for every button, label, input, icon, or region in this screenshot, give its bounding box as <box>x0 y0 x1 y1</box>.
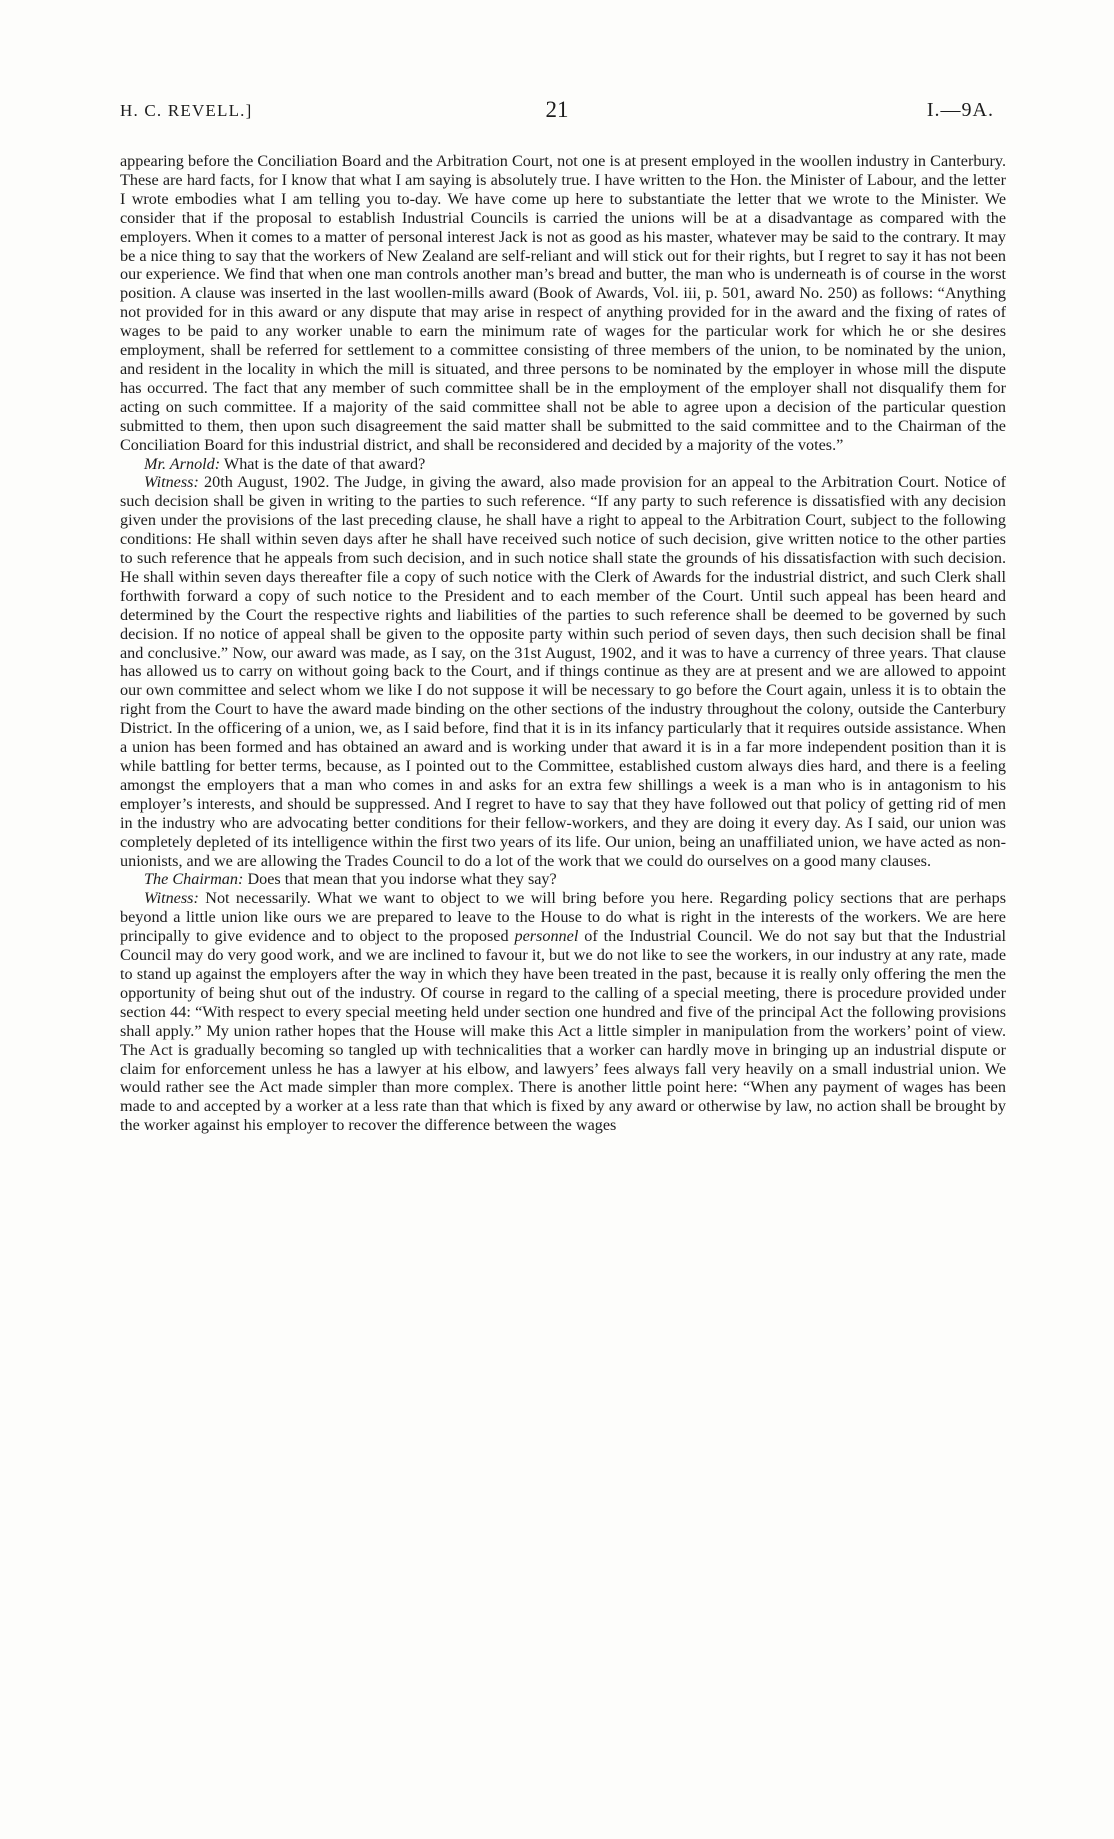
header-paper-reference: I.—9A. <box>926 99 994 121</box>
page-number: 21 <box>545 97 569 122</box>
speaker-arnold: Mr. Arnold: <box>144 454 221 473</box>
body-text <box>120 152 1006 1135</box>
paragraph-5 <box>120 889 1006 1135</box>
speaker-chairman: The Chairman: <box>144 870 244 889</box>
running-header <box>120 97 994 137</box>
speaker-witness: Witness: <box>144 473 199 492</box>
paragraph-1: appearing before the Conciliation Board and the Arbitration Court, not one is at present employed in the woollen industry in Canterbury. These are hard facts, for I know that what I am saying is absolutely true. I have written to the Hon. the Minister of Labour, and the letter I wrote embodies what I am telling you to-day. We have come up here to substantiate the letter that we wrote to the Minister. We consider that if the proposal to establish Industrial Councils is carried the unions will be at a disadvantage as compared with the employers. When it comes to a matter of personal interest Jack is not as good as his master, whatever may be said to the contrary. It may be a nice thing to say that the workers of New Zealand are self-reliant and will stick out for their rights, but I regret to say it has not been our experience. We find that when one man controls another man’s bread and butter, the man who is underneath is of course in the worst position. A clause was inserted in the last woollen-mills award (Book of Awards, Vol. iii, p. 501, award No. 250) as follows: “Anything not provided for in this award or any dispute that may arise in respect of anything provided for in the award and the fixing of rates of wages to be paid to any worker unable to earn the minimum rate of wages for the particular work for which he or she desires employment, shall be referred for settlement to a committee consisting of three members of the union, to be nominated by the union, and resident in the locality in which the mill is situated, and three persons to be nominated by the employer in whose mill the dispute has occurred. The fact that any member of such committee shall be in the employment of the employer shall not disqualify them for acting on such committee. If a majority of the said committee shall not be able to agree upon a decision of the particular question submitted to them, then upon such disagreement the said matter shall be submitted to the said committee and to the Chairman of the Conciliation Board for this industrial district, and shall be reconsidered and decided by a majority of the votes.” <box>120 152 1006 454</box>
speaker-witness-2: Witness: <box>144 889 199 908</box>
header-witness-name: H. C. REVELL.] <box>120 101 253 120</box>
paragraph-3 <box>120 473 1006 870</box>
paragraph-3-text: 20th August, 1902. The Judge, in giving the award, also made provision for an appeal to the Arbitration Court. Notice of such decision shall be given in writing to the parties to such reference. “If any party to such reference is dissatisfied with any decision given under the provisions of the last preceding clause, he shall have a right to appeal to the Arbitration Court, subject to the following conditions: He shall within seven days after he shall have received such notice of such decision, give written notice to the other parties to such reference that he appeals from such decision, and in such notice shall state the grounds of his dissatisfaction with such decision. He shall within seven days thereafter file a copy of such notice with the Clerk of Awards for the industrial district, and such Clerk shall forthwith forward a copy of such notice to the President and to each member of the Court. Until such appeal has been heard and determined by the Court the respective rights and liabilities of the parties to such reference shall be deemed to be governed by such decision. If no notice of appeal shall be given to the opposite party within such period of seven days, then such decision shall be final and conclusive.” Now, our award was made, as I say, on the 31st August, 1902, and it was to have a currency of three years. That clause has allowed us to carry on without going back to the Court, and if things continue as they are at present and we are allowed to appoint our own committee and select whom we like I do not suppose it will be necessary to go before the Court again, unless it is to obtain the right from the Court to have the award made binding on the other sections of the industry throughout the colony, outside the Canterbury District. In the officering of a union, we, as I said before, find that it is in its infancy particularly that it requires outside assistance. When a union has been formed and has obtained an award and is working under that award it is in a far more independent position than it is while battling for better terms, because, as I pointed out to the Committee, established custom always dies hard, and there is a feeling amongst the employers that a man who comes in and asks for an extra few shillings a week is a man who is in antagonism to his employer’s interests, and should be suppressed. And I regret to have to say that they have followed out that policy of getting rid of men in the industry who are advocating better conditions for their fellow-workers, and they are doing it every day. As I said, our union was completely depleted of its intelligence within the first two years of its life. Our union, being an unaffiliated union, we have acted as non-unionists, and we are allowing the Trades Council to do a lot of the work that we could do ourselves on a good many clauses. <box>120 473 1006 870</box>
paragraph-5-italic: personnel <box>514 927 579 946</box>
paragraph-5-text-b: of the Industrial Council. We do not say but that the Industrial Council may do very good work, and we are inclined to favour it, but we do not like to see the workers, in our industry at any rate, made to stand up against the employers after the way in which they have been treated in the past, because it is really only offering the men the opportunity of being shut out of the industry. Of course in regard to the calling of a special meeting, there is procedure provided under section 44: “With respect to every special meeting held under section one hundred and five of the principal Act the following provisions shall apply.” My union rather hopes that the House will make this Act a little simpler in manipulation from the workers’ point of view. The Act is gradually becoming so tangled up with technicalities that a worker can hardly move in bringing up an industrial dispute or claim for enforcement unless he has a lawyer at his elbow, and lawyers’ fees always fall very heavily on a small industrial union. We would rather see the Act made simpler than more complex. There is another little point here: “When any payment of wages has been made to and accepted by a worker at a less rate than that which is fixed by any award or otherwise by law, no action shall be brought by the worker against his employer to recover the difference between the wages <box>120 927 1006 1135</box>
paragraph-4 <box>120 870 1006 889</box>
paragraph-2-text: What is the date of that award? <box>220 454 426 473</box>
paragraph-5-text-a: Not necessarily. What we want to object to we will bring before you here. Regarding policy sections that are perhaps beyond a little union like ours we are prepared to leave to the House to do what is right in the interests of the workers. We are here principally to give evidence and to object to the proposed <box>120 889 1006 946</box>
paragraph-4-text: Does that mean that you indorse what they say? <box>243 870 557 889</box>
paragraph-2 <box>120 455 1006 474</box>
